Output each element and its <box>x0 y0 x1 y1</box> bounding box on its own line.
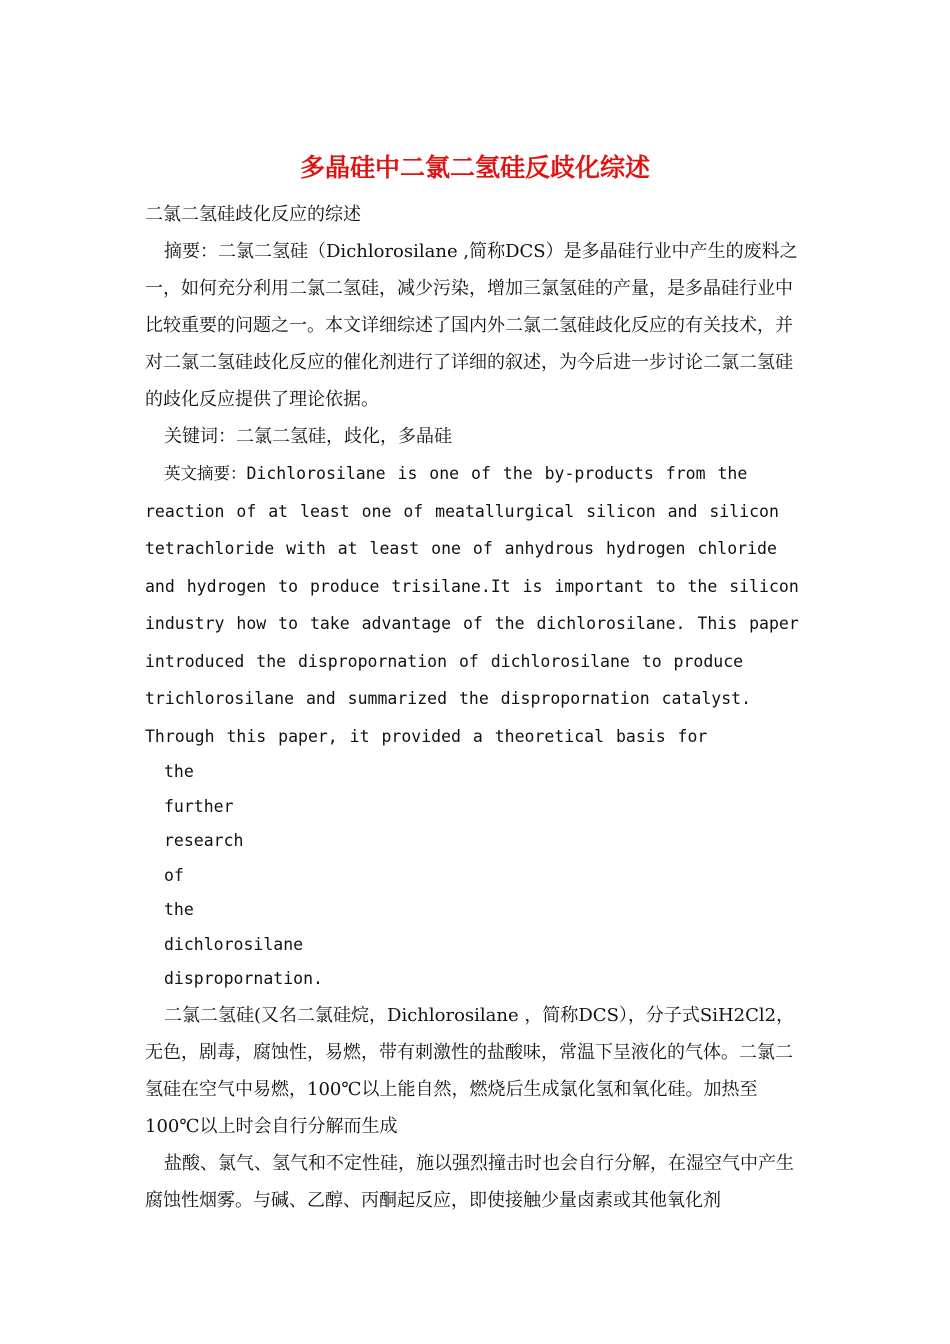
english-word: research <box>164 831 244 850</box>
english-word: the <box>164 762 194 781</box>
english-word: dichlorosilane <box>164 934 304 954</box>
dcs-properties-paragraph: 盐酸、氯气、氢气和不定性硅，施以强烈撞击时也会自行分解，在湿空气中产生腐蚀性烟雾。与碱、乙醇、丙酮起反应，即使接触少量卤素或其他氧化剂 <box>145 1152 794 1211</box>
abstract-paragraph: 摘要：二氯二氢硅（Dichlorosilane ,简称DCS）是多晶硅行业中产生的废料之一，如何充分利用二氯二氢硅，减少污染，增加三氯氢硅的产量，是多晶硅行业中比较重要的问题之一。本文详细综述了国内外二氯二氢硅歧化反应的有关技术，并对二氯二氢硅歧化反应的催化剂进行了详细的叙述，为今后进一步讨论二氯二氢硅的歧化反应提供了理论依据。 <box>145 241 798 410</box>
keywords-paragraph: 关键词：二氯二氢硅，歧化，多晶硅 <box>164 426 452 447</box>
english-word: the <box>164 900 194 919</box>
document-body <box>145 196 810 1219</box>
english-word-list <box>145 755 810 997</box>
document-subtitle: 二氯二氢硅歧化反应的综述 <box>145 204 361 225</box>
document-title: 多晶硅中二氯二氢硅反歧化综述 <box>299 153 650 182</box>
dcs-description-paragraph: 二氯二氢硅(又名二氯硅烷，Dichlorosilane ，简称DCS），分子式SiH2Cl2，无色，剧毒，腐蚀性，易燃，带有刺激性的盐酸味，常温下呈液化的气体。二氯二氢硅在空气中易燃，100℃以上能自然，燃烧后生成氯化氢和氧化硅。加热至100℃以上时会自行分解而生成 <box>145 1004 795 1137</box>
english-word: further <box>164 796 234 816</box>
english-word: of <box>164 865 184 885</box>
english-word: dispropornation. <box>164 969 323 988</box>
english-abstract-paragraph: 英文摘要：Dichlorosilane is one of the by-products from the reaction of at least one of meatallurgical silicon and silicon tetrachloride with at least one of anhydrous hydrogen chloride and hydrogen to produce trisilane.It is important to the silicon industry how to take advantage of the dichlorosilane. This paper introduced the dispropornation of dichlorosilane to produce trichlorosilane and summarized the dispropornation catalyst. Through this paper, it provided a theoretical basis for <box>145 464 799 746</box>
